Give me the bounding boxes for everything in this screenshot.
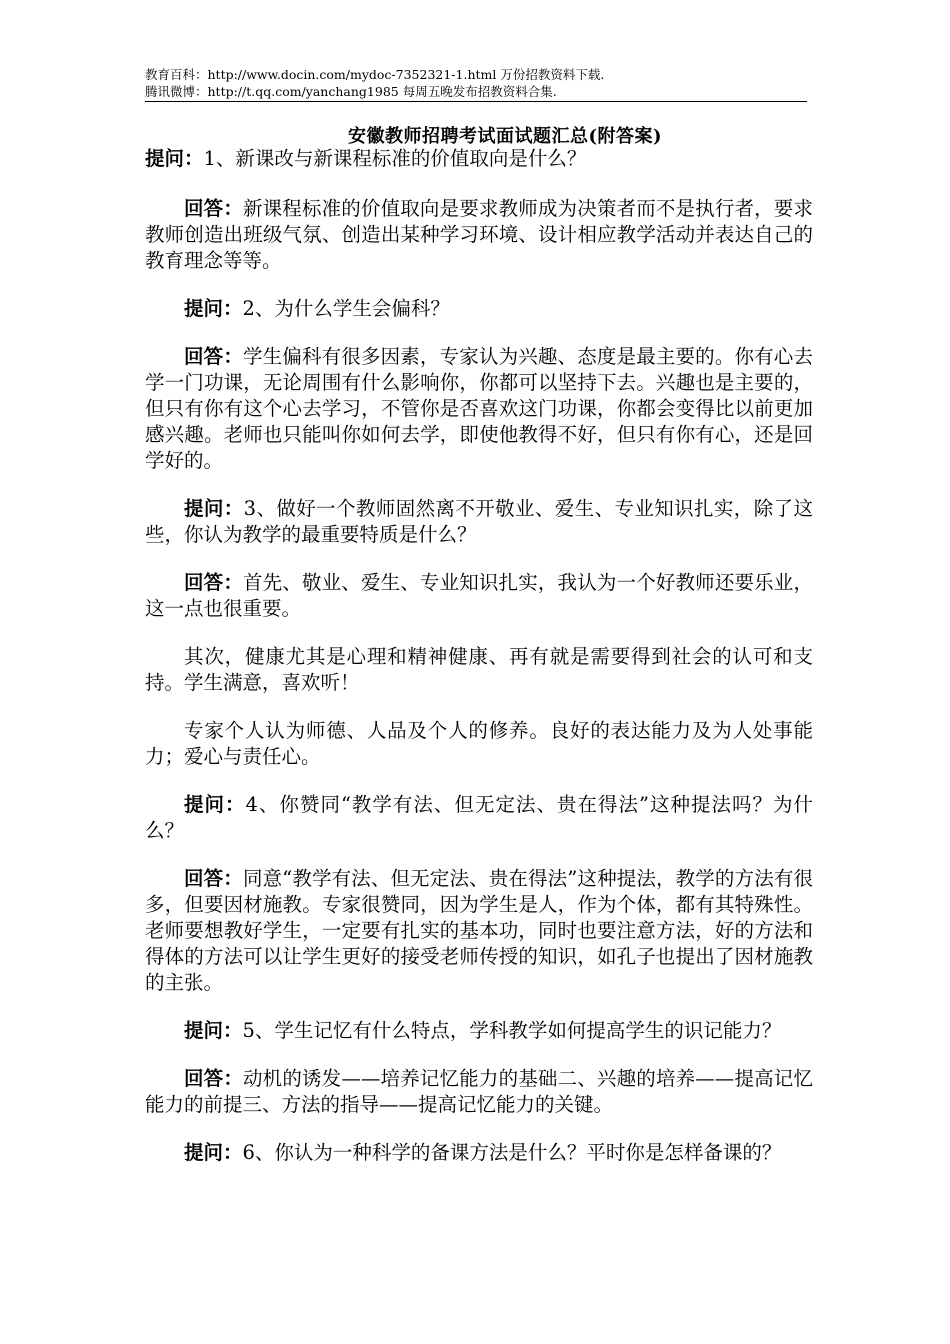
document-body xyxy=(145,146,813,1188)
paragraph-answer-5 xyxy=(145,1066,813,1118)
header-line-1: 教育百科：http://www.docin.com/mydoc-7352321-1.html 万份招教资料下载. xyxy=(145,67,605,82)
paragraph-label: 提问： xyxy=(184,1141,243,1164)
paragraph-label: 提问： xyxy=(184,793,246,816)
paragraph-question-3 xyxy=(145,496,813,548)
paragraph-label: 回答： xyxy=(184,1067,244,1090)
paragraph-text: 1、新课改与新课程标准的价值取向是什么？ xyxy=(203,147,587,170)
paragraph-label: 提问： xyxy=(184,297,243,320)
paragraph-text: 动机的诱发——培养记忆能力的基础二、兴趣的培养——提高记忆能力的前提三、方法的指导——提高记忆能力的关键。 xyxy=(145,1067,813,1116)
paragraph-answer-3-cont-2 xyxy=(145,718,813,770)
paragraph-text: 6、你认为一种科学的备课方法是什么？平时你是怎样备课的？ xyxy=(242,1141,782,1164)
paragraph-label: 回答： xyxy=(184,571,243,594)
paragraph-text: 学生偏科有很多因素，专家认为兴趣、态度是最主要的。你有心去学一门功课，无论周围有什么影响你，你都可以坚持下去。兴趣也是主要的，但只有你有这个心去学习，不管你是否喜欢这门功课，你都会变得比以前更加感兴趣。老师也只能叫你如何去学，即使他教得不好，但只有你有心，还是回学好的。 xyxy=(145,345,813,472)
paragraph-answer-2 xyxy=(145,344,813,474)
paragraph-answer-3-cont-1 xyxy=(145,644,813,696)
paragraph-text: 专家个人认为师德、人品及个人的修养。良好的表达能力及为人处事能力；爱心与责任心。 xyxy=(145,719,813,768)
paragraph-text: 2、为什么学生会偏科？ xyxy=(242,297,450,320)
document-title: 安徽教师招聘考试面试题汇总(附答案) xyxy=(347,126,663,147)
paragraph-question-1 xyxy=(145,146,813,172)
paragraph-label: 提问： xyxy=(184,497,244,520)
paragraph-text: 新课程标准的价值取向是要求教师成为决策者而不是执行者，要求教师创造出班级气氛、创造出某种学习环境、设计相应教学活动并表达自己的教育理念等等。 xyxy=(145,197,813,272)
paragraph-label: 回答： xyxy=(184,867,243,890)
paragraph-answer-4 xyxy=(145,866,813,996)
paragraph-question-4 xyxy=(145,792,813,844)
paragraph-text: 首先、敬业、爱生、专业知识扎实，我认为一个好教师还要乐业，这一点也很重要。 xyxy=(145,571,813,620)
paragraph-text: 5、学生记忆有什么特点，学科教学如何提高学生的识记能力？ xyxy=(242,1019,782,1042)
paragraph-question-5 xyxy=(145,1018,813,1044)
paragraph-question-2 xyxy=(145,296,813,322)
paragraph-label: 回答： xyxy=(184,197,243,220)
paragraph-answer-3 xyxy=(145,570,813,622)
paragraph-text: 其次，健康尤其是心理和精神健康、再有就是需要得到社会的认可和支持。学生满意，喜欢听！ xyxy=(145,645,813,694)
paragraph-text: 4、你赞同“教学有法、但无定法、贵在得法”这种提法吗？为什么？ xyxy=(145,793,813,842)
header-divider xyxy=(145,101,807,102)
paragraph-text: 同意“教学有法、但无定法、贵在得法”这种提法，教学的方法有很多，但要因材施教。专家很赞同，因为学生是人，作为个体，都有其特殊性。老师要想教好学生，一定要有扎实的基本功，同时也要注意方法，好的方法和得体的方法可以让学生更好的接受老师传授的知识，如孔子也提出了因材施教的主张。 xyxy=(145,867,813,994)
page-header xyxy=(145,66,805,100)
paragraph-label: 提问： xyxy=(184,1019,243,1042)
paragraph-text: 3、做好一个教师固然离不开敬业、爱生、专业知识扎实，除了这些，你认为教学的最重要特质是什么？ xyxy=(145,497,813,546)
paragraph-answer-1 xyxy=(145,196,813,274)
paragraph-label: 提问： xyxy=(145,147,204,170)
header-line-2: 腾讯微博：http://t.qq.com/yanchang1985 每周五晚发布招教资料合集. xyxy=(145,84,557,99)
paragraph-question-6 xyxy=(145,1140,813,1166)
paragraph-label: 回答： xyxy=(184,345,243,368)
